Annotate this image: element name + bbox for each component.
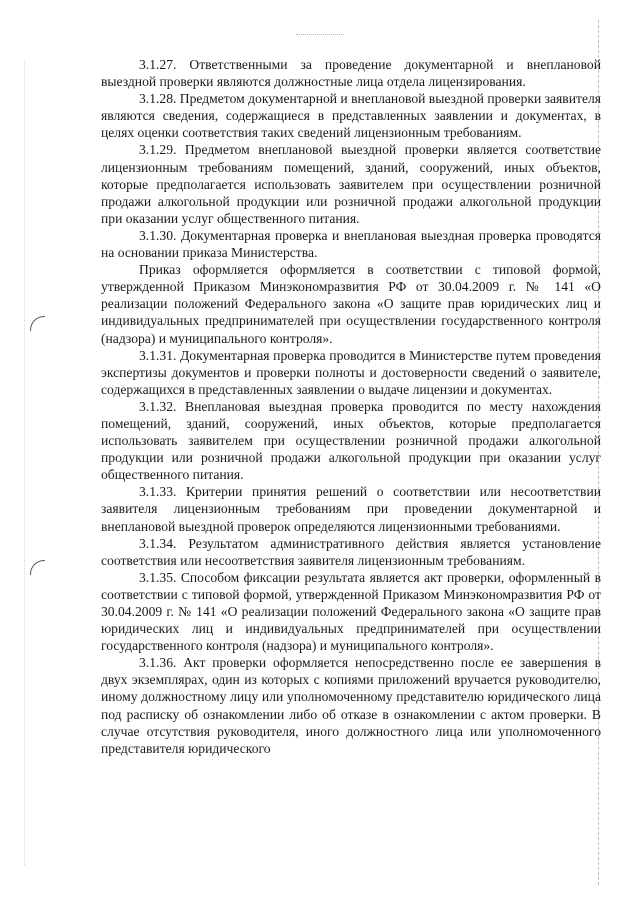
paragraph-3-1-34: 3.1.34. Результатом административного действия является установление соответствия или несоответствия заявителя лицензионным требованиям.: [101, 535, 601, 568]
document-body: [101, 56, 601, 757]
paragraph-3-1-30: 3.1.30. Документарная проверка и внеплановая выездная проверка проводятся на основании приказа Министерства.: [101, 227, 601, 261]
scan-edge-left: [24, 60, 25, 865]
paragraph-order-form: Приказ оформляется оформляется в соответствии с типовой формой, утвержденной Приказом Минэкономразвития РФ от 30.04.2009 г. № 141 «О реализации положений Федерального закона «О защите прав юридических лиц и индивидуальных предпринимателей при осуществлении государственного контроля (надзора) и муниципального контроля».: [101, 262, 601, 346]
paragraph-3-1-28: 3.1.28. Предметом документарной и внеплановой выездной проверки заявителя являются сведения, содержащиеся в представленных заявлении и документах, в целях оценки соответствия таких сведений лицензионным требованиям.: [101, 91, 602, 141]
paragraph-3-1-27: 3.1.27. Ответственными за проведение документарной и внеплановой выездной проверки являются должностные лица отдела лицензирования.: [101, 57, 601, 90]
paragraph-3-1-33: 3.1.33. Критерии принятия решений о соответствии или несоответствии заявителя лицензионным требованиям при проведении документарной и внеплановой выездной проверок определяются лицензионными требованиями.: [101, 484, 601, 534]
paragraph-3-1-36: 3.1.36. Акт проверки оформляется непосредственно после ее завершения в двух экземплярах, один из которых с копиями приложений вручается руководителю, иному должностному лицу или уполномоченному представителю юридического лица под расписку об ознакомлении либо об отказе в ознакомлении с актом проверки. В случае отсутствия руководителя, иного должностного лица или уполномоченного представителя юридического: [101, 655, 601, 756]
punch-hole-mark: [30, 560, 45, 575]
paragraph-3-1-32: 3.1.32. Внеплановая выездная проверка проводится по месту нахождения помещений, зданий, сооружений, иных объектов, которые предполагается использовать заявителем при осуществлении розничной продажи алкогольной продукции или розничной продажи алкогольной продукции при оказании услуг общественного питания.: [101, 398, 601, 483]
punch-hole-mark: [30, 316, 45, 331]
paragraph-3-1-31: 3.1.31. Документарная проверка проводится в Министерстве путем проведения экспертизы документов и проверки полноты и достоверности сведений о заявителе, содержащихся в представленных заявлении о выдаче лицензии и документах.: [101, 347, 601, 397]
scan-top-mark: [296, 34, 344, 41]
paragraph-3-1-35: 3.1.35. Способом фиксации результата является акт проверки, оформленный в соответствии с типовой формой, утвержденной Приказом Минэкономразвития РФ от 30.04.2009 г. № 141 «О реализации положений Федерального закона «О защите прав юридических лиц и индивидуальных предпринимателей при осуществлении государственного контроля (надзора) и муниципального контроля».: [101, 569, 601, 654]
paragraph-3-1-29: 3.1.29. Предметом внеплановой выездной проверки является соответствие лицензионным требованиям помещений, зданий, сооружений, иных объектов, которые предполагается использовать заявителем при осуществлении розничной продажи алкогольной продукции или розничной продажи алкогольной продукции при оказании услуг общественного питания.: [101, 142, 601, 226]
